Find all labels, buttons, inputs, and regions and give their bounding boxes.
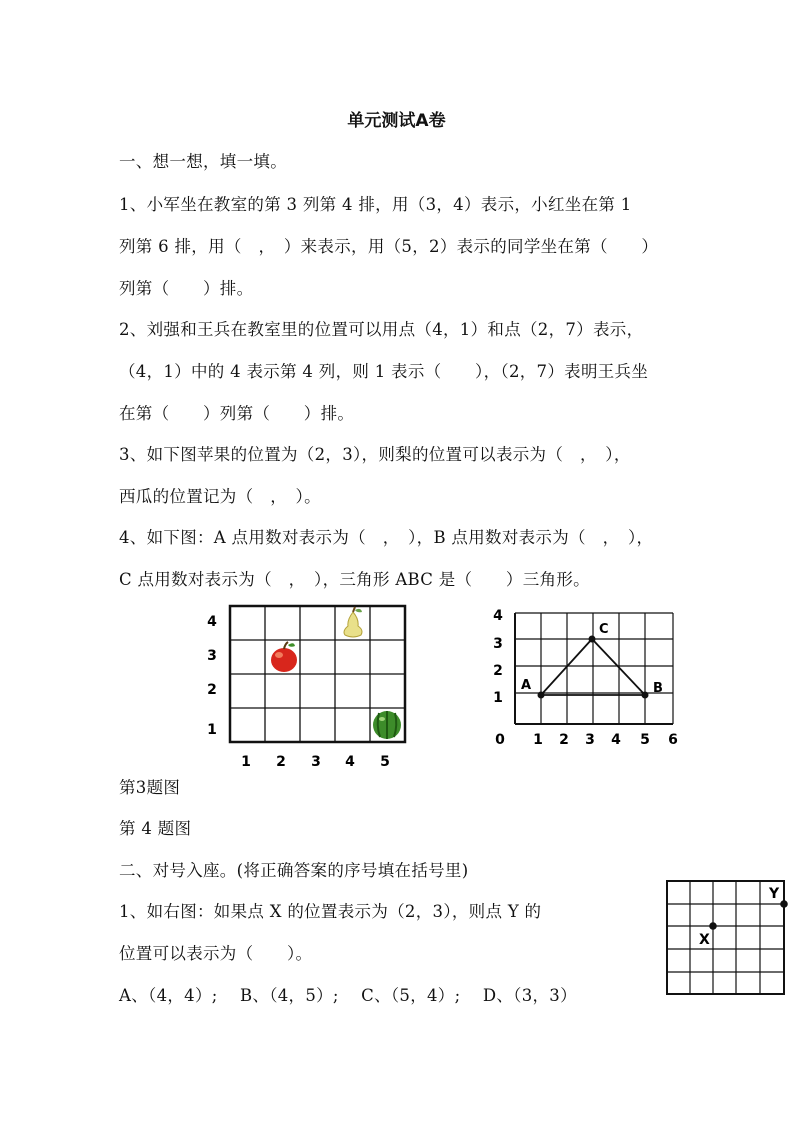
point-c — [589, 636, 596, 643]
q1-line3: 列第（ ）排。 — [119, 279, 254, 298]
q1-line1: 1、小军坐在教室的第 3 列第 4 排，用（3，4）表示，小红坐在第 1 — [119, 195, 632, 214]
pear-icon — [344, 607, 362, 637]
q4-line2: C 点用数对表示为（ ， ），三角形 ABC 是（ ）三角形。 — [119, 570, 590, 589]
figure-4-grid — [488, 600, 688, 755]
fig3-x-label-2: 2 — [276, 754, 286, 770]
figure-4-gridlines — [515, 613, 673, 724]
point-x-label: X — [699, 932, 710, 948]
q1-line2: 列第 6 排，用（ ， ）来表示，用（5，2）表示的同学坐在第（ ） — [119, 237, 659, 256]
q2-line3: 在第（ ）列第（ ）排。 — [119, 404, 355, 423]
q2-line1: 2、刘强和王兵在教室里的位置可以用点（4，1）和点（2，7）表示， — [119, 320, 644, 339]
fig4-x-label-5: 5 — [640, 732, 650, 748]
point-y-label: Y — [769, 886, 780, 902]
s2-q1-options: A、（4，4）; B、（4，5）; C、（5，4）; D、（3，3） — [119, 986, 577, 1005]
page-title: 单元测试A卷 — [347, 111, 446, 131]
point-b — [642, 692, 649, 699]
point-a-label: A — [521, 678, 532, 693]
fig4-x-label-3: 3 — [585, 732, 595, 748]
fig4-x-label-1: 1 — [533, 732, 543, 748]
point-c-label: C — [599, 622, 609, 637]
fig4-x-label-2: 2 — [559, 732, 569, 748]
q2-line2: （4，1）中的 4 表示第 4 列，则 1 表示（ ），（2，7）表明王兵坐 — [119, 362, 649, 381]
fig4-y-label-4: 4 — [493, 608, 503, 624]
fig3-x-label-3: 3 — [311, 754, 321, 770]
figure-3-caption: 第3题图 — [119, 778, 181, 797]
q3-line1: 3、如下图苹果的位置为（2，3），则梨的位置可以表示为（ ， ）， — [119, 445, 631, 464]
fig3-x-label-1: 1 — [241, 754, 251, 770]
fig3-x-label-5: 5 — [380, 754, 390, 770]
fig4-x-label-4: 4 — [611, 732, 621, 748]
point-y — [780, 900, 788, 908]
q3-line2: 西瓜的位置记为（ ， ）。 — [119, 487, 321, 506]
figure-4-caption: 第 4 题图 — [119, 819, 192, 838]
fig4-y-label-3: 3 — [493, 636, 503, 652]
fig3-y-label-2: 2 — [207, 682, 217, 698]
section2-heading: 二、对号入座。(将正确答案的序号填在括号里) — [119, 861, 469, 880]
fig4-y-label-1: 1 — [493, 690, 503, 706]
point-a — [538, 692, 545, 699]
figure-5-grid — [660, 876, 790, 1001]
fig3-y-label-3: 3 — [207, 648, 217, 664]
fig3-y-label-4: 4 — [207, 614, 217, 630]
fig4-y-label-2: 2 — [493, 663, 503, 679]
point-x — [709, 922, 717, 930]
figure-5-gridlines — [667, 881, 784, 994]
watermelon-icon — [373, 711, 401, 739]
fig4-x-label-6: 6 — [668, 732, 678, 748]
figure-3-grid — [195, 598, 415, 773]
section1-heading: 一、想一想，填一填。 — [119, 152, 287, 171]
q4-line1: 4、如下图：A 点用数对表示为（ ， ），B 点用数对表示为（ ， ）， — [119, 528, 654, 547]
fig3-x-label-4: 4 — [345, 754, 355, 770]
s2-q1-line1: 1、如右图：如果点 X 的位置表示为（2，3），则点 Y 的 — [119, 902, 542, 921]
fig4-x-label-0: 0 — [495, 732, 505, 748]
fig3-y-label-1: 1 — [207, 722, 217, 738]
point-b-label: B — [653, 681, 663, 696]
s2-q1-line2: 位置可以表示为（ ）。 — [119, 944, 313, 963]
apple-icon — [271, 642, 297, 672]
